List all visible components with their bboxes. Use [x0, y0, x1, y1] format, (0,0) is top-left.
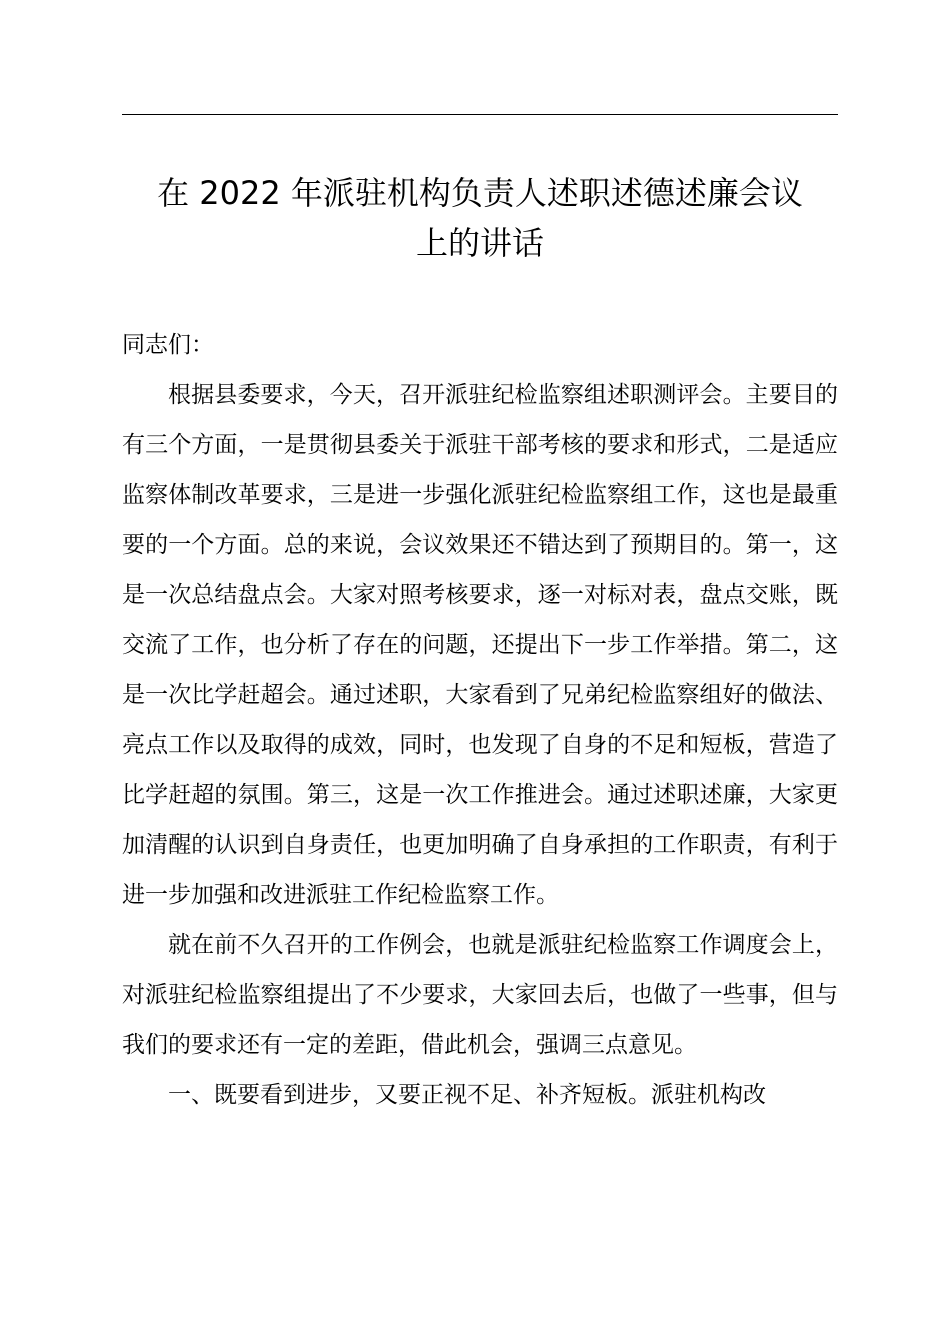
salutation: 同志们： [122, 332, 214, 358]
paragraph-1: 根据县委要求，今天，召开派驻纪检监察组述职测评会。主要目的有三个方面，一是贯彻县委关于派驻干部考核的要求和形式，二是适应监察体制改革要求，三是进一步强化派驻纪检监察组工作，这也是最重要的一个方面。总的来说，会议效果还不错达到了预期目的。第一，这是一次总结盘点会。大家对照考核要求，逐一对标对表，盘点交账，既交流了工作，也分析了存在的问题，还提出下一步工作举措。第二，这是一次比学赶超会。通过述职，大家看到了兄弟纪检监察组好的做法、亮点工作以及取得的成效，同时，也发现了自身的不足和短板，营造了比学赶超的氛围。第三，这是一次工作推进会。通过述职述廉，大家更加清醒的认识到自身责任，也更加明确了自身承担的工作职责，有利于进一步加强和改进派驻工作纪检监察工作。 [122, 382, 838, 908]
title-line-2: 上的讲话 [415, 224, 544, 262]
document-body [122, 320, 838, 1120]
header-rule [122, 114, 838, 115]
paragraph-3: 一、既要看到进步，又要正视不足、补齐短板。派驻机构改 [168, 1082, 766, 1108]
title-line-1: 在 2022 年派驻机构负责人述职述德述廉会议 [157, 174, 803, 212]
paragraph-2: 就在前不久召开的工作例会，也就是派驻纪检监察工作调度会上，对派驻纪检监察组提出了不少要求，大家回去后，也做了一些事，但与我们的要求还有一定的差距，借此机会，强调三点意见。 [122, 932, 838, 1058]
document-title [122, 168, 838, 268]
